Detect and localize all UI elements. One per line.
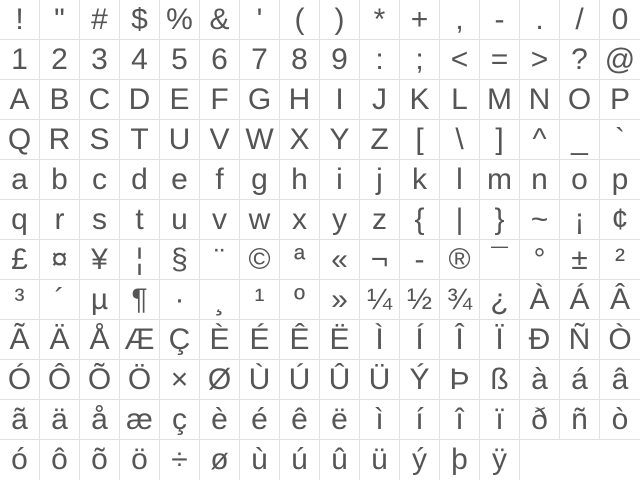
char-cell[interactable]: t xyxy=(120,200,160,240)
char-cell[interactable]: ö xyxy=(120,440,160,480)
char-cell[interactable]: ÿ xyxy=(480,440,520,480)
char-cell[interactable]: ú xyxy=(280,440,320,480)
char-cell[interactable]: ¹ xyxy=(240,280,280,320)
char-cell[interactable]: ° xyxy=(520,240,560,280)
char-cell[interactable]: y xyxy=(320,200,360,240)
char-cell[interactable]: Ë xyxy=(320,320,360,360)
char-cell[interactable]: Õ xyxy=(80,360,120,400)
char-cell[interactable]: Å xyxy=(80,320,120,360)
char-cell[interactable]: Ð xyxy=(520,320,560,360)
char-cell[interactable]: N xyxy=(520,80,560,120)
char-cell[interactable]: ð xyxy=(520,400,560,440)
char-cell[interactable]: F xyxy=(200,80,240,120)
char-cell[interactable]: e xyxy=(160,160,200,200)
char-cell[interactable]: V xyxy=(200,120,240,160)
char-cell[interactable]: î xyxy=(440,400,480,440)
char-cell[interactable]: « xyxy=(320,240,360,280)
char-cell[interactable]: ¥ xyxy=(80,240,120,280)
char-cell[interactable]: G xyxy=(240,80,280,120)
char-cell[interactable]: ] xyxy=(480,120,520,160)
char-cell[interactable]: ¨ xyxy=(200,240,240,280)
char-cell[interactable]: § xyxy=(160,240,200,280)
char-cell[interactable]: % xyxy=(160,0,200,40)
char-cell[interactable]: Ù xyxy=(240,360,280,400)
char-cell[interactable]: & xyxy=(200,0,240,40)
char-cell[interactable]: \ xyxy=(440,120,480,160)
char-cell[interactable]: æ xyxy=(120,400,160,440)
char-cell[interactable]: Í xyxy=(400,320,440,360)
char-cell[interactable]: D xyxy=(120,80,160,120)
char-cell[interactable]: 5 xyxy=(160,40,200,80)
char-cell[interactable]: [ xyxy=(400,120,440,160)
char-cell[interactable]: Ê xyxy=(280,320,320,360)
char-cell[interactable]: ß xyxy=(480,360,520,400)
char-cell[interactable]: ¬ xyxy=(360,240,400,280)
char-cell[interactable]: " xyxy=(40,0,80,40)
char-cell[interactable]: a xyxy=(0,160,40,200)
char-cell[interactable]: à xyxy=(520,360,560,400)
char-cell[interactable]: { xyxy=(400,200,440,240)
char-cell[interactable]: 3 xyxy=(80,40,120,80)
char-cell[interactable]: ¦ xyxy=(120,240,160,280)
char-cell[interactable]: É xyxy=(240,320,280,360)
char-cell[interactable]: ¢ xyxy=(600,200,640,240)
char-cell[interactable]: õ xyxy=(80,440,120,480)
char-cell[interactable]: » xyxy=(320,280,360,320)
char-cell[interactable]: ³ xyxy=(0,280,40,320)
char-cell[interactable]: ® xyxy=(440,240,480,280)
char-cell[interactable]: 9 xyxy=(320,40,360,80)
char-cell[interactable]: # xyxy=(80,0,120,40)
char-cell[interactable]: + xyxy=(400,0,440,40)
char-cell[interactable]: q xyxy=(0,200,40,240)
char-cell[interactable]: g xyxy=(240,160,280,200)
char-cell[interactable]: U xyxy=(160,120,200,160)
char-cell[interactable]: h xyxy=(280,160,320,200)
char-cell[interactable]: ç xyxy=(160,400,200,440)
char-cell[interactable]: ø xyxy=(200,440,240,480)
char-cell[interactable]: v xyxy=(200,200,240,240)
char-cell[interactable]: ` xyxy=(600,120,640,160)
char-cell[interactable]: ô xyxy=(40,440,80,480)
char-cell[interactable]: Â xyxy=(600,280,640,320)
char-cell[interactable]: ½ xyxy=(400,280,440,320)
char-cell[interactable]: é xyxy=(240,400,280,440)
char-cell[interactable]: È xyxy=(200,320,240,360)
char-cell[interactable]: ; xyxy=(400,40,440,80)
char-cell[interactable]: µ xyxy=(80,280,120,320)
char-cell[interactable]: ? xyxy=(560,40,600,80)
char-cell[interactable]: ñ xyxy=(560,400,600,440)
char-cell[interactable]: ÷ xyxy=(160,440,200,480)
char-cell[interactable]: Á xyxy=(560,280,600,320)
char-cell[interactable]: ó xyxy=(0,440,40,480)
char-cell[interactable]: i xyxy=(320,160,360,200)
char-cell[interactable]: | xyxy=(440,200,480,240)
char-cell[interactable]: Ö xyxy=(120,360,160,400)
char-cell[interactable]: W xyxy=(240,120,280,160)
char-cell[interactable]: O xyxy=(560,80,600,120)
char-cell[interactable]: p xyxy=(600,160,640,200)
char-cell[interactable]: á xyxy=(560,360,600,400)
char-cell[interactable]: ' xyxy=(240,0,280,40)
char-cell[interactable]: M xyxy=(480,80,520,120)
char-cell[interactable]: ¸ xyxy=(200,280,240,320)
char-cell[interactable]: j xyxy=(360,160,400,200)
char-cell[interactable]: Ä xyxy=(40,320,80,360)
char-cell[interactable]: í xyxy=(400,400,440,440)
char-cell[interactable]: ^ xyxy=(520,120,560,160)
char-cell[interactable]: ë xyxy=(320,400,360,440)
char-cell[interactable]: ù xyxy=(240,440,280,480)
char-cell[interactable]: 2 xyxy=(40,40,80,80)
char-cell[interactable]: ê xyxy=(280,400,320,440)
char-cell[interactable]: n xyxy=(520,160,560,200)
char-cell[interactable]: l xyxy=(440,160,480,200)
char-cell[interactable]: H xyxy=(280,80,320,120)
char-cell[interactable]: S xyxy=(80,120,120,160)
char-cell[interactable]: ¿ xyxy=(480,280,520,320)
char-cell[interactable]: K xyxy=(400,80,440,120)
char-cell[interactable]: C xyxy=(80,80,120,120)
char-cell[interactable]: B xyxy=(40,80,80,120)
char-cell[interactable]: Ó xyxy=(0,360,40,400)
char-cell[interactable]: ¯ xyxy=(480,240,520,280)
char-cell[interactable]: ¾ xyxy=(440,280,480,320)
char-cell[interactable]: X xyxy=(280,120,320,160)
char-cell[interactable]: 8 xyxy=(280,40,320,80)
char-cell[interactable]: ä xyxy=(40,400,80,440)
char-cell[interactable]: Ñ xyxy=(560,320,600,360)
char-cell[interactable]: Æ xyxy=(120,320,160,360)
char-cell[interactable]: Ï xyxy=(480,320,520,360)
char-cell[interactable]: ¶ xyxy=(120,280,160,320)
char-cell[interactable]: Ô xyxy=(40,360,80,400)
char-cell[interactable]: ü xyxy=(360,440,400,480)
char-cell[interactable]: Û xyxy=(320,360,360,400)
char-cell[interactable]: Z xyxy=(360,120,400,160)
char-cell[interactable]: ( xyxy=(280,0,320,40)
char-cell[interactable]: L xyxy=(440,80,480,120)
char-cell[interactable]: Ç xyxy=(160,320,200,360)
char-cell[interactable]: þ xyxy=(440,440,480,480)
char-cell[interactable]: 4 xyxy=(120,40,160,80)
char-cell[interactable]: ª xyxy=(280,240,320,280)
char-cell[interactable]: · xyxy=(160,280,200,320)
char-cell[interactable]: Ã xyxy=(0,320,40,360)
char-cell[interactable]: $ xyxy=(120,0,160,40)
char-cell[interactable]: x xyxy=(280,200,320,240)
char-cell[interactable]: ò xyxy=(600,400,640,440)
char-cell[interactable]: ~ xyxy=(520,200,560,240)
char-cell[interactable]: m xyxy=(480,160,520,200)
char-cell[interactable]: Þ xyxy=(440,360,480,400)
char-cell[interactable]: × xyxy=(160,360,200,400)
char-cell[interactable]: 0 xyxy=(600,0,640,40)
char-cell[interactable]: ì xyxy=(360,400,400,440)
char-cell[interactable]: , xyxy=(440,0,480,40)
char-cell[interactable]: ã xyxy=(0,400,40,440)
char-cell[interactable]: â xyxy=(600,360,640,400)
char-cell[interactable]: P xyxy=(600,80,640,120)
char-cell[interactable]: Q xyxy=(0,120,40,160)
char-cell[interactable]: R xyxy=(40,120,80,160)
char-cell[interactable]: ) xyxy=(320,0,360,40)
char-cell[interactable]: è xyxy=(200,400,240,440)
char-cell[interactable]: r xyxy=(40,200,80,240)
char-cell[interactable]: Ì xyxy=(360,320,400,360)
char-cell[interactable]: £ xyxy=(0,240,40,280)
char-cell[interactable]: ¤ xyxy=(40,240,80,280)
char-cell[interactable]: ² xyxy=(600,240,640,280)
char-cell[interactable]: À xyxy=(520,280,560,320)
char-cell[interactable]: d xyxy=(120,160,160,200)
char-cell[interactable]: < xyxy=(440,40,480,80)
char-cell[interactable]: @ xyxy=(600,40,640,80)
char-cell[interactable]: ¡ xyxy=(560,200,600,240)
char-cell[interactable]: 6 xyxy=(200,40,240,80)
char-cell[interactable]: E xyxy=(160,80,200,120)
char-cell[interactable]: u xyxy=(160,200,200,240)
char-cell[interactable]: ý xyxy=(400,440,440,480)
char-cell[interactable]: © xyxy=(240,240,280,280)
char-cell[interactable]: - xyxy=(400,240,440,280)
char-cell[interactable]: å xyxy=(80,400,120,440)
char-cell[interactable]: = xyxy=(480,40,520,80)
char-cell[interactable]: . xyxy=(520,0,560,40)
char-cell[interactable]: / xyxy=(560,0,600,40)
char-cell[interactable]: Ò xyxy=(600,320,640,360)
char-cell[interactable]: w xyxy=(240,200,280,240)
char-cell[interactable]: ´ xyxy=(40,280,80,320)
char-cell[interactable]: T xyxy=(120,120,160,160)
char-cell[interactable]: Y xyxy=(320,120,360,160)
char-cell[interactable]: û xyxy=(320,440,360,480)
char-cell[interactable]: 7 xyxy=(240,40,280,80)
char-cell[interactable]: f xyxy=(200,160,240,200)
char-cell[interactable]: Ú xyxy=(280,360,320,400)
char-cell[interactable]: Ø xyxy=(200,360,240,400)
char-cell[interactable]: c xyxy=(80,160,120,200)
char-cell[interactable]: º xyxy=(280,280,320,320)
char-cell[interactable]: b xyxy=(40,160,80,200)
char-cell[interactable]: Ü xyxy=(360,360,400,400)
char-cell[interactable]: s xyxy=(80,200,120,240)
char-cell[interactable]: 1 xyxy=(0,40,40,80)
char-cell[interactable]: _ xyxy=(560,120,600,160)
char-cell[interactable]: ± xyxy=(560,240,600,280)
char-cell[interactable]: A xyxy=(0,80,40,120)
char-cell[interactable]: Ý xyxy=(400,360,440,400)
char-cell[interactable]: } xyxy=(480,200,520,240)
char-cell[interactable]: Î xyxy=(440,320,480,360)
char-cell[interactable]: - xyxy=(480,0,520,40)
char-cell[interactable]: ! xyxy=(0,0,40,40)
char-cell[interactable]: ¼ xyxy=(360,280,400,320)
char-cell[interactable]: k xyxy=(400,160,440,200)
char-cell[interactable]: o xyxy=(560,160,600,200)
char-cell[interactable]: > xyxy=(520,40,560,80)
char-cell[interactable]: ï xyxy=(480,400,520,440)
char-cell[interactable]: I xyxy=(320,80,360,120)
char-cell[interactable]: J xyxy=(360,80,400,120)
char-cell[interactable]: z xyxy=(360,200,400,240)
char-cell[interactable]: : xyxy=(360,40,400,80)
char-cell[interactable]: * xyxy=(360,0,400,40)
